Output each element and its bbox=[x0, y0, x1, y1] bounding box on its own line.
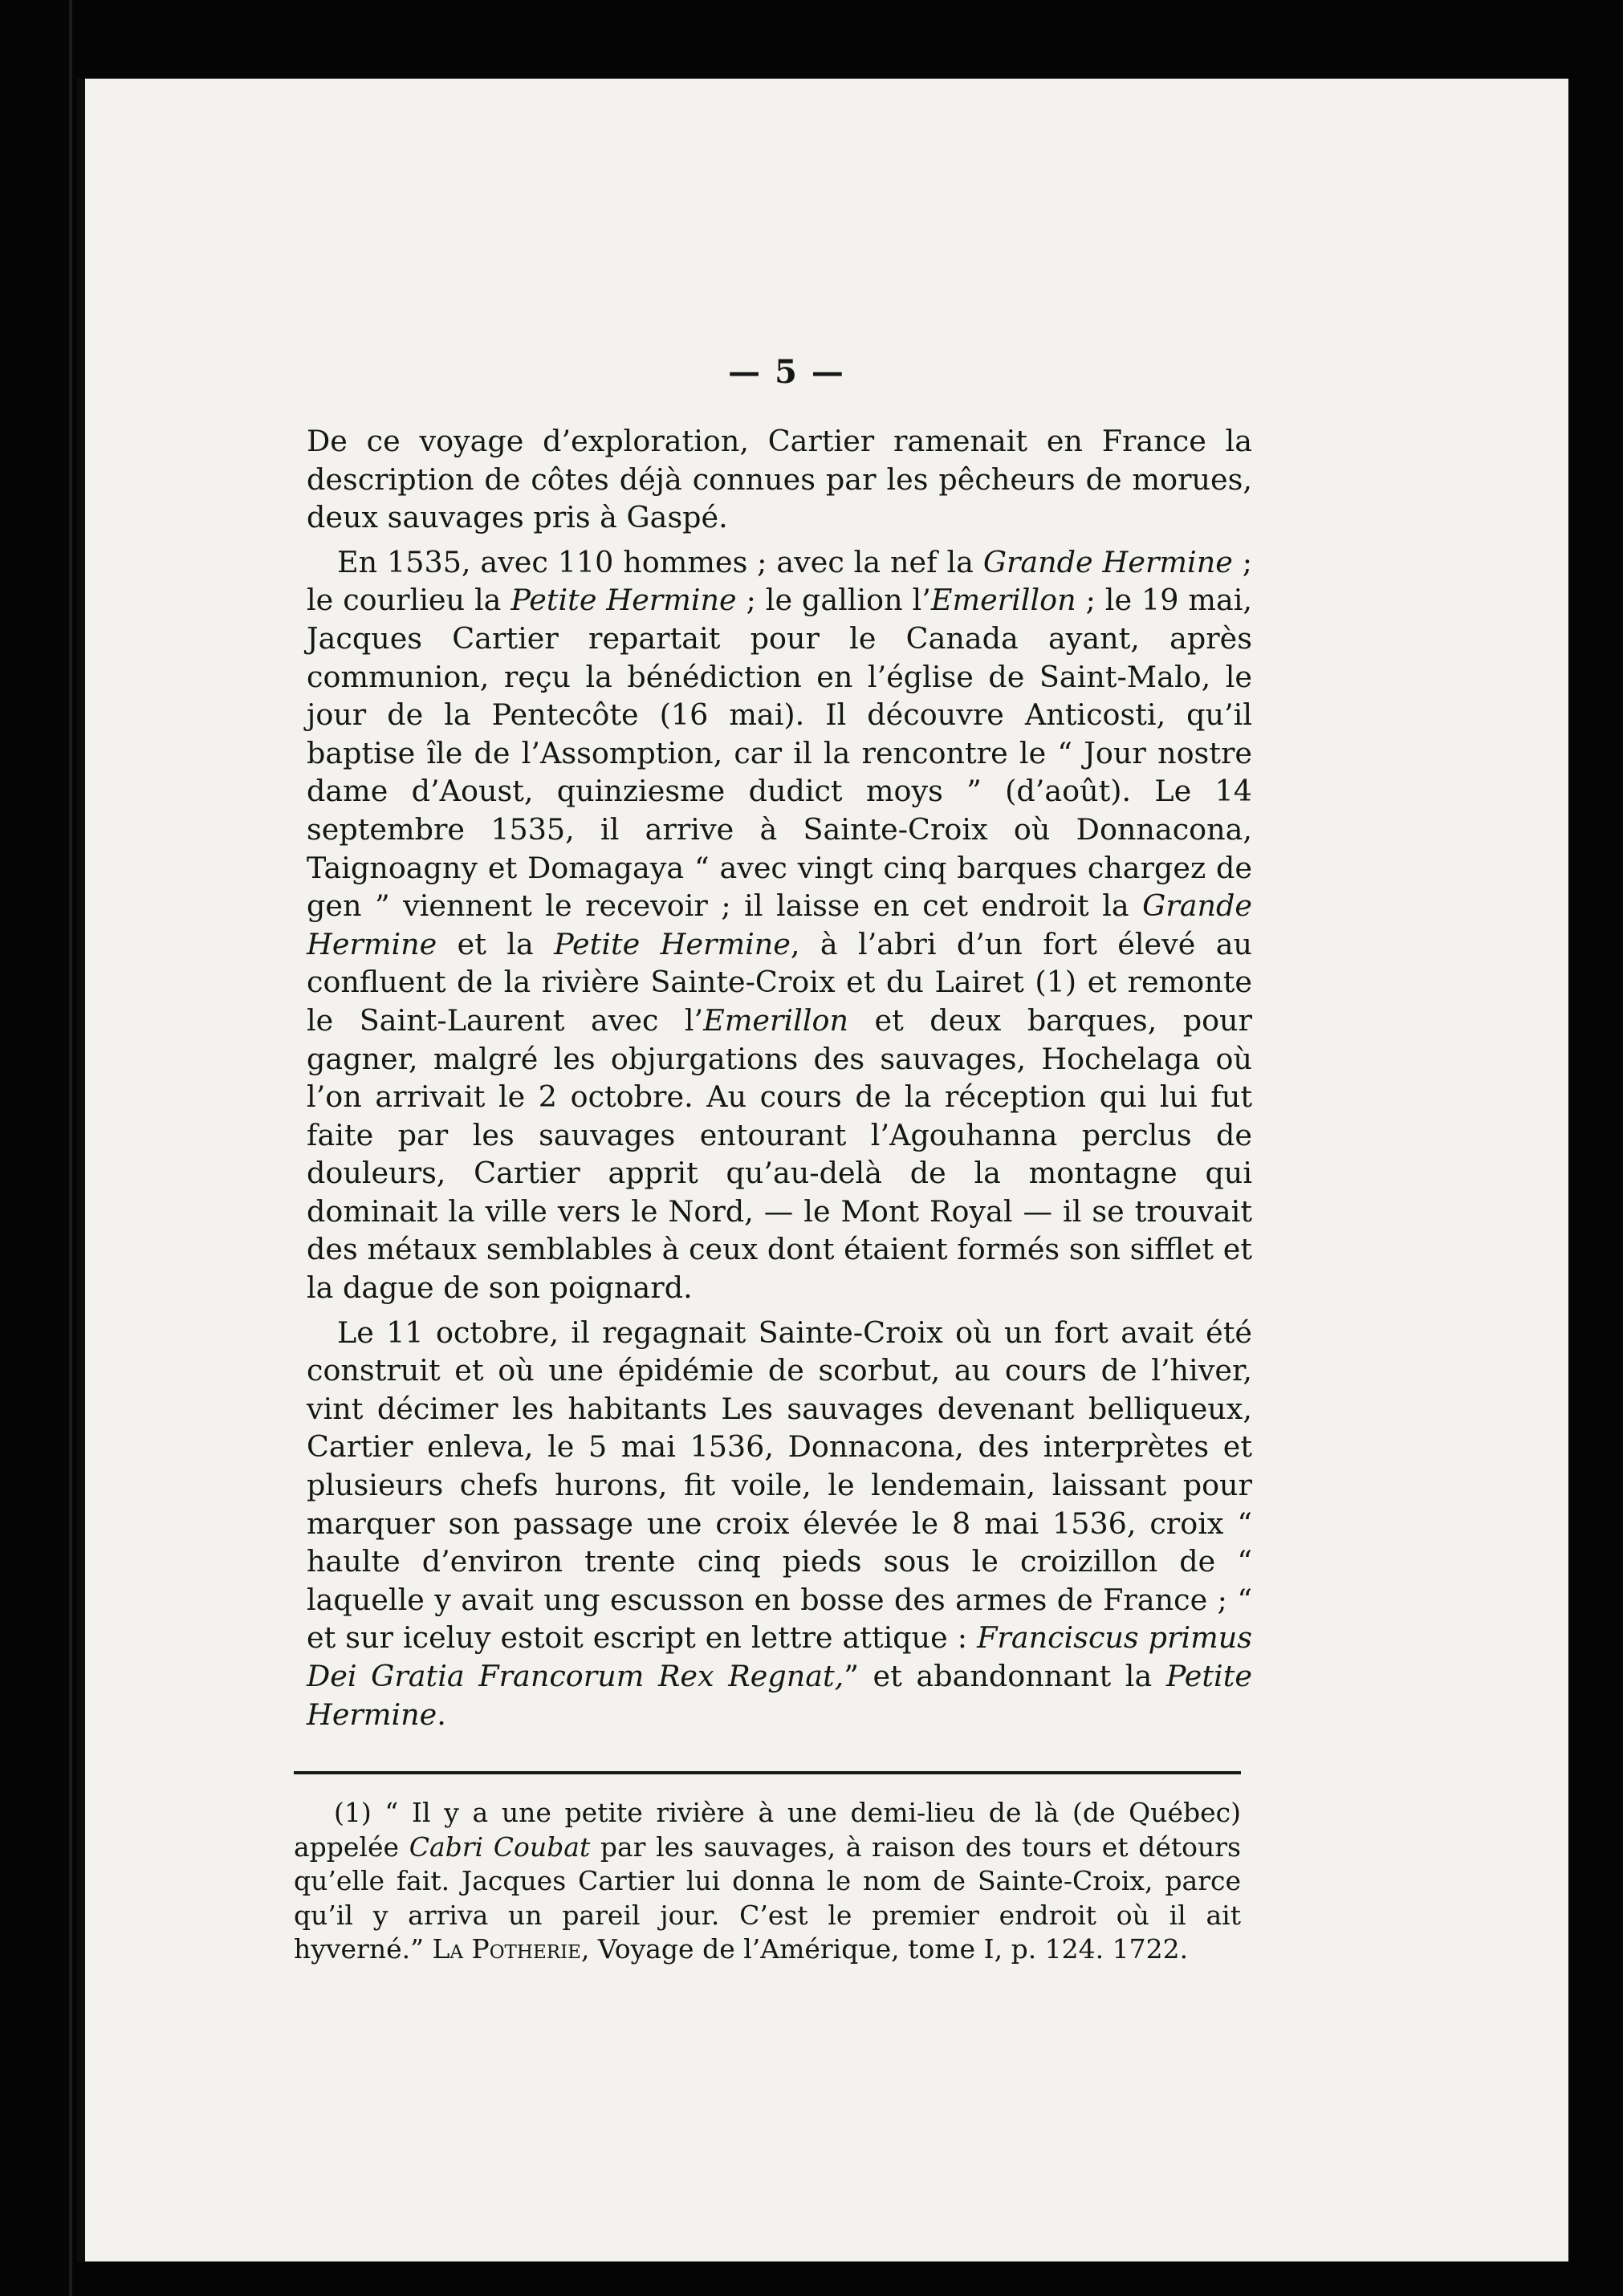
latin-inscription: Franciscus primus Dei Gratia Francorum Rex Regnat, bbox=[307, 1620, 1252, 1693]
ship-name-petite-hermine: Petite Hermine bbox=[510, 583, 737, 618]
text-run: ” et abandonnant la bbox=[844, 1659, 1166, 1693]
text-run: Le 11 octobre, il regagnait Sainte-Croix où un fort avait été construit et où une épidémie de scorbut, au cours de l’hiver, vint décimer les habitants Les sauvages devenant belliqueux, Cartier enleva, le 5 mai 1536, Donnacona, des interprètes et plusieurs chefs hurons, fit voile, le lendemain, laissant pour marquer son passage une croix élevée le 8 mai 1536, croix “ haulte d’environ trente cinq pieds sous le croizillon de “ laquelle y avait ung escusson en bosse des armes de France ; “ et sur iceluy estoit escript en lettre attique : bbox=[307, 1315, 1252, 1656]
place-name-cabri-coubat: Cabri Coubat bbox=[409, 1831, 591, 1863]
ship-name-emerillon: Emerillon bbox=[930, 583, 1076, 618]
text-run: , à l’abri d’un fort élevé au confluent de la rivière Sainte-Croix et du Lairet (1) et remonte le Saint-Laurent avec l’ bbox=[307, 926, 1252, 1038]
text-run: ; le courlieu la bbox=[307, 544, 1252, 618]
text-run: et deux barques, pour gagner, malgré les objurgations des sauvages, Hochelaga où l’on arrivait le 2 octobre. Au cours de la réception qui lui fut faite par les sauvages entourant l’Agouhanna perclus de douleurs, Cartier apprit qu’au-delà de la montagne qui dominait la ville vers le Nord, — le Mont Royal — il se trouvait des métaux semblables à ceux dont étaient formés son sifflet et la dague de son poignard. bbox=[307, 1002, 1252, 1306]
ship-name-grande-hermine: Grande Hermine bbox=[307, 888, 1252, 961]
text-run: par les sauvages, à raison des tours et détours qu’elle fait. Jacques Cartier lui donna le nom de Sainte-Croix, parce qu’il y arriva un pareil jour. C’est le premier endroit où il ait hyverné.” bbox=[294, 1831, 1241, 1965]
ship-name-petite-hermine: Petite Hermine bbox=[307, 1659, 1252, 1732]
paragraph-3 bbox=[307, 1314, 1252, 1734]
text-run: ; le 19 mai, Jacques Cartier repartait pour le Canada ayant, après communion, reçu la bénédiction en l’église de Saint-Malo, le jour de la Pentecôte (16 mai). Il découvre Anticosti, qu’il baptise île de l’Assomption, car il la rencontre le “ Jour nostre dame d’Aoust, quinziesme dudict moys ” (d’août). Le 14 septembre 1535, il arrive à Sainte-Croix où Donnacona, Taignoagny et Domagaya “ avec vingt cinq barques chargez de gen ” viennent le recevoir ; il laisse en cet endroit la bbox=[307, 583, 1253, 924]
paragraph-2 bbox=[307, 543, 1252, 1307]
body-text bbox=[307, 422, 1252, 1740]
text-run: (1) “ Il y a une petite rivière à une demi-lieu de là (de Québec) appelée bbox=[294, 1797, 1241, 1863]
text-run: et la bbox=[437, 926, 555, 961]
text-run: En 1535, avec 110 hommes ; avec la nef la bbox=[337, 544, 983, 579]
text-run: , Voyage de l’Amérique, tome I, p. 124. 1722. bbox=[580, 1933, 1189, 1965]
paragraph-1: De ce voyage d’exploration, Cartier ramenait en France la description de côtes déjà connues par les pêcheurs de morues, deux sauvages pris à Gaspé. bbox=[307, 424, 1252, 535]
ship-name-emerillon: Emerillon bbox=[703, 1002, 848, 1038]
text-run: ; le gallion l’ bbox=[736, 583, 931, 618]
ship-name-grande-hermine: Grande Hermine bbox=[982, 544, 1233, 579]
scan-border-line bbox=[69, 0, 72, 2296]
author-name: La Potherie bbox=[432, 1933, 581, 1965]
footnote-divider bbox=[294, 1771, 1241, 1774]
footnote bbox=[294, 1796, 1241, 1967]
ship-name-petite-hermine: Petite Hermine bbox=[554, 926, 791, 961]
text-run: . bbox=[437, 1697, 446, 1732]
page-number: — 5 — bbox=[728, 353, 845, 391]
